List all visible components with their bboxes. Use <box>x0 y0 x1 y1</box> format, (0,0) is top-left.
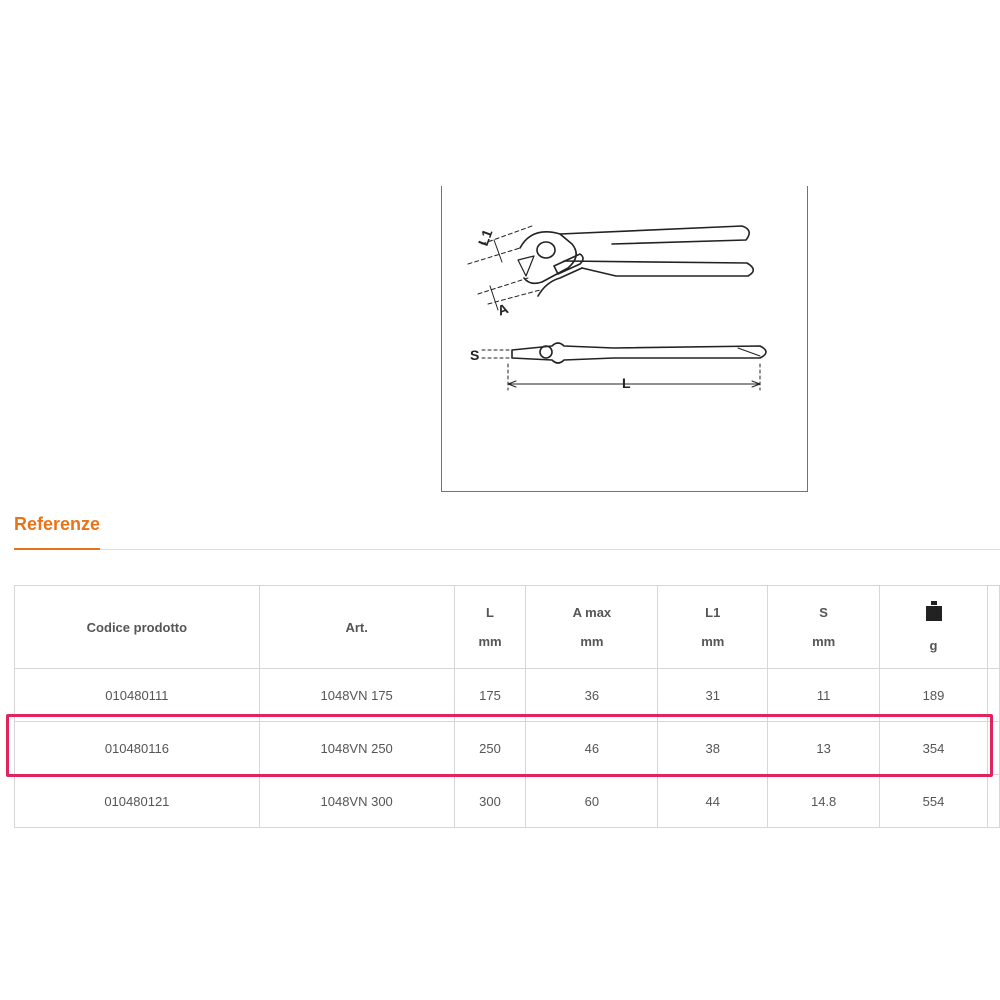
cell-l: 250 <box>454 722 526 775</box>
header-overflow <box>987 586 999 669</box>
cell-a-max: 46 <box>526 722 658 775</box>
table-row <box>15 722 1000 775</box>
adjust-slot <box>554 254 583 274</box>
cell-art: 1048VN 175 <box>259 669 454 722</box>
header-l1: L1 mm <box>658 586 768 669</box>
cell-weight: 554 <box>880 775 988 828</box>
cell-art: 1048VN 250 <box>259 722 454 775</box>
header-s: S mm <box>768 586 880 669</box>
cell-a-max: 60 <box>526 775 658 828</box>
cell-l: 300 <box>454 775 526 828</box>
cell-overflow <box>987 722 999 775</box>
pivot-hole <box>537 242 555 258</box>
cell-s: 13 <box>768 722 880 775</box>
cell-product-code: 010480121 <box>15 775 260 828</box>
cell-weight: 354 <box>880 722 988 775</box>
cell-overflow <box>987 775 999 828</box>
table-row <box>15 669 1000 722</box>
label-l: L <box>622 375 631 391</box>
title-underline <box>14 548 100 550</box>
cell-weight: 189 <box>880 669 988 722</box>
table-header-row <box>15 586 1000 669</box>
section-title: Referenze <box>14 514 101 534</box>
side-view <box>512 343 766 363</box>
cell-s: 11 <box>768 669 880 722</box>
reference-table <box>14 585 1000 828</box>
weight-icon <box>925 601 943 621</box>
cell-l1: 31 <box>658 669 768 722</box>
section-divider <box>14 549 1000 550</box>
header-art: Art. <box>259 586 454 669</box>
cell-l1: 38 <box>658 722 768 775</box>
cell-s: 14.8 <box>768 775 880 828</box>
cell-l: 175 <box>454 669 526 722</box>
header-weight: g <box>880 586 988 669</box>
table-row <box>15 775 1000 828</box>
cell-overflow <box>987 669 999 722</box>
pliers-drawing <box>442 186 809 492</box>
cell-l1: 44 <box>658 775 768 828</box>
label-a: A <box>495 300 511 319</box>
cell-product-code: 010480116 <box>15 722 260 775</box>
cell-art: 1048VN 300 <box>259 775 454 828</box>
label-s: S <box>470 347 480 363</box>
header-product-code: Codice prodotto <box>15 586 260 669</box>
header-l: L mm <box>454 586 526 669</box>
header-a-max: A max mm <box>526 586 658 669</box>
cell-a-max: 36 <box>526 669 658 722</box>
upper-handle <box>560 226 749 244</box>
cell-product-code: 010480111 <box>15 669 260 722</box>
product-diagram <box>441 186 808 492</box>
lower-handle <box>564 261 753 276</box>
label-l1: L1 <box>474 227 496 248</box>
